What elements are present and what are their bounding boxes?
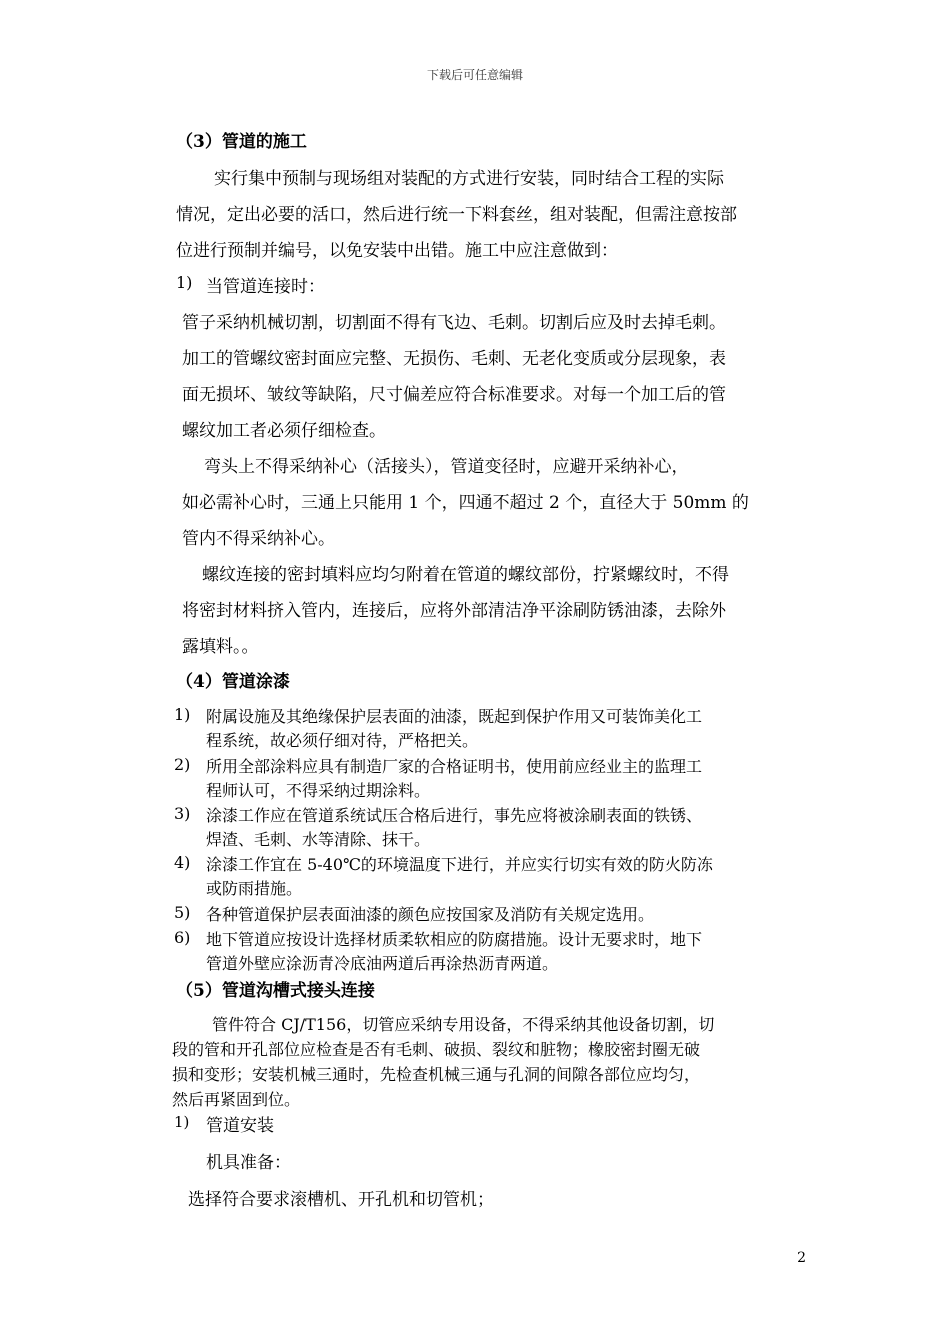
list-item-text: 管道安装 xyxy=(206,1116,274,1136)
paragraph-line: 管内不得采纳补心。 xyxy=(182,529,335,549)
section3-intro-line: 实行集中预制与现场组对装配的方式进行安装，同时结合工程的实际 xyxy=(214,169,724,189)
paragraph-line: 螺纹连接的密封填料应均匀附着在管道的螺纹部份，拧紧螺纹时，不得 xyxy=(202,565,729,585)
paragraph-line: 选择符合要求滚槽机、开孔机和切管机； xyxy=(188,1190,494,1210)
list-item-text: 管道外壁应涂沥青冷底油两道后再涂热沥青两道。 xyxy=(206,954,559,973)
paragraph-line: 面无损坏、皱纹等缺陷，尺寸偏差应符合标准要求。对每一个加工后的管 xyxy=(182,385,726,405)
list-number: 1) xyxy=(174,1113,190,1131)
list-item-text: 涂漆工作宜在 5-40℃的环境温度下进行，并应实行切实有效的防火防冻 xyxy=(206,855,713,874)
list-item-text: 地下管道应按设计选择材质柔软相应的防腐措施。设计无要求时，地下 xyxy=(206,930,703,949)
list-number: 2) xyxy=(174,755,191,774)
paragraph-line: 螺纹加工者必须仔细检查。 xyxy=(182,421,386,441)
list-item-text: 或防雨措施。 xyxy=(206,879,303,898)
section4-heading: （4）管道涂漆 xyxy=(176,672,290,692)
list-number: 5) xyxy=(174,903,191,922)
paragraph-line: 加工的管螺纹密封面应完整、无损伤、毛刺、无老化变质或分层现象，表 xyxy=(182,349,726,369)
list-number: 4) xyxy=(174,853,191,872)
list-item-text: 涂漆工作应在管道系统试压合格后进行，事先应将被涂刷表面的铁锈、 xyxy=(206,806,703,825)
section3-heading: （3）管道的施工 xyxy=(176,132,307,152)
list-item-text: 附属设施及其绝缘保护层表面的油漆，既起到保护作用又可装饰美化工 xyxy=(206,707,703,726)
list-number: 6) xyxy=(174,928,191,947)
list-item-text: 当管道连接时： xyxy=(206,277,325,297)
paragraph-line: 然后再紧固到位。 xyxy=(172,1090,301,1109)
paragraph-line: 段的管和开孔部位应检查是否有毛刺、破损、裂纹和脏物；橡胶密封圈无破 xyxy=(172,1040,701,1059)
list-number: 1) xyxy=(176,273,193,292)
paragraph-line: 弯头上不得采纳补心（活接头），管道变径时，应避开采纳补心， xyxy=(204,457,689,477)
list-item-text: 焊渣、毛刺、水等清除、抹干。 xyxy=(206,830,431,849)
list-number: 1) xyxy=(174,705,191,724)
page-number: 2 xyxy=(797,1250,806,1266)
list-number: 3) xyxy=(174,804,191,823)
paragraph-line: 将密封材料挤入管内，连接后，应将外部清洁净平涂刷防锈油漆，去除外 xyxy=(182,601,726,621)
paragraph-line: 管子采纳机械切割，切割面不得有飞边、毛刺。切割后应及时去掉毛刺。 xyxy=(182,313,726,333)
section5-heading: （5）管道沟槽式接头连接 xyxy=(176,981,375,1001)
list-item-text: 各种管道保护层表面油漆的颜色应按国家及消防有关规定选用。 xyxy=(206,905,655,924)
section3-intro-line: 情况，定出必要的活口，然后进行统一下料套丝，组对装配，但需注意按部 xyxy=(176,205,737,225)
list-item-text: 程系统，故必须仔细对待，严格把关。 xyxy=(206,731,479,750)
section3-intro-line: 位进行预制并编号，以免安装中出错。施工中应注意做到： xyxy=(176,241,618,261)
list-item-text: 程师认可，不得采纳过期涂料。 xyxy=(206,781,431,800)
sub-heading: 机具准备： xyxy=(206,1153,291,1173)
paragraph-line: 管件符合 CJ/T156，切管应采纳专用设备，不得采纳其他设备切割，切 xyxy=(212,1015,715,1034)
paragraph-line: 露填料。。 xyxy=(182,637,259,657)
paragraph-line: 损和变形；安装机械三通时，先检查机械三通与孔洞的间隙各部位应均匀， xyxy=(172,1065,701,1084)
paragraph-line: 如必需补心时，三通上只能用 1 个，四通不超过 2 个，直径大于 50mm 的 xyxy=(182,493,749,513)
page-header: 下载后可任意编辑 xyxy=(426,68,523,82)
list-item-text: 所用全部涂料应具有制造厂家的合格证明书，使用前应经业主的监理工 xyxy=(206,757,703,776)
